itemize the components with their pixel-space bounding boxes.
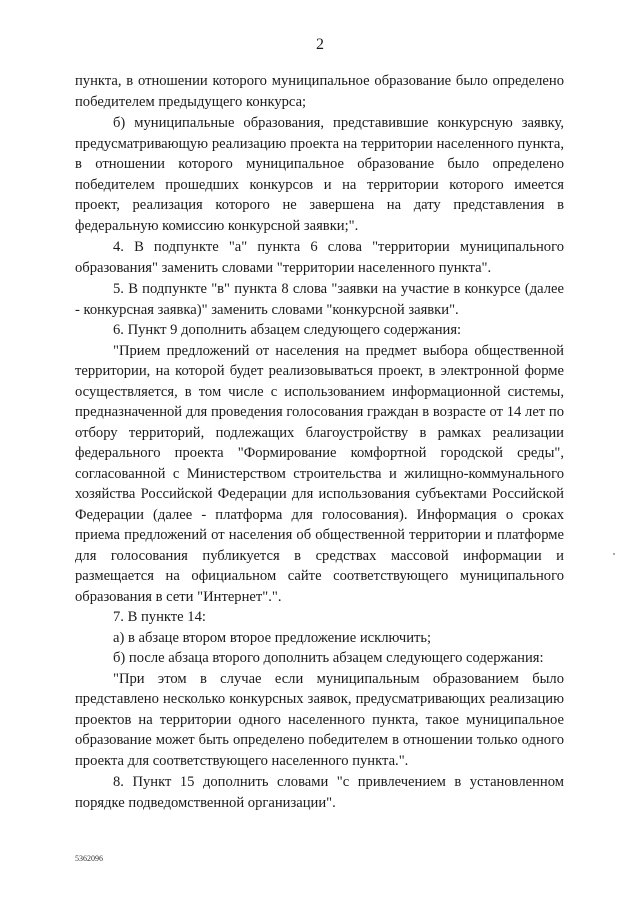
margin-mark <box>613 553 615 555</box>
document-code: 5362096 <box>75 854 103 863</box>
paragraph-item-8: 8. Пункт 15 дополнить словами "с привлечением в установленном порядке подведомственной организации". <box>75 774 564 811</box>
document-body <box>75 71 564 813</box>
paragraph-item-6: 6. Пункт 9 дополнить абзацем следующего содержания: <box>113 322 462 338</box>
page-number: 2 <box>316 36 324 53</box>
paragraph-item-7-b: б) после абзаца второго дополнить абзацем следующего содержания: <box>113 650 544 666</box>
paragraph-item-6-quote: "Прием предложений от населения на предмет выбора общественной территории, на которой будет реализовываться проект, в электронной форме осуществляется, в том числе с использованием информационной системы, предназначенной для проведения голосования граждан в возрасте от 14 лет по отбору территорий, подлежащих благоустройству в рамках реализации федерального проекта "Формирование комфортной городской среды", согласованной с Министерством строительства и жилищно-коммунального хозяйства Российской Федерации для использования субъектами Российской Федерации (далее - платформа для голосования). Информация о сроках приема предложений от населения об общественной территории и платформе для голосования публикуется в средствах массовой информации и размещается на официальном сайте соответствующего муниципального образования в сети "Интернет".". <box>75 342 564 605</box>
paragraph-item-7-a: а) в абзаце втором второе предложение исключить; <box>113 629 432 646</box>
paragraph-item-7-b-quote: "При этом в случае если муниципальным образованием было представлено несколько конкурсных заявок, предусматривающих реализацию проектов на территории одного населенного пункта, такое муниципальное образование может быть определено победителем в отношении только одного проекта для соответствующего населенного пункта.". <box>75 670 564 769</box>
paragraph-continuation: пункта, в отношении которого муниципальное образование было определено победителем предыдущего конкурса; <box>75 73 564 110</box>
paragraph-item-5: 5. В подпункте "в" пункта 8 слова "заявки на участие в конкурсе (далее - конкурсная заявка)" заменить словами "конкурсной заявки". <box>75 281 564 318</box>
paragraph-item-7: 7. В пункте 14: <box>113 609 206 625</box>
paragraph-item-4: 4. В подпункте "а" пункта 6 слова "территории муниципального образования" заменить словами "территории населенного пункта". <box>75 239 564 276</box>
paragraph-subitem-b: б) муниципальные образования, представившие конкурсную заявку, предусматривающую реализацию проекта на территории населенного пункта, в отношении которого муниципальное образование было определено победителем прошедших конкурсов и на территории которого имеется проект, реализация которого не завершена на дату представления в федеральную комиссию конкурсной заявки;". <box>75 115 564 234</box>
